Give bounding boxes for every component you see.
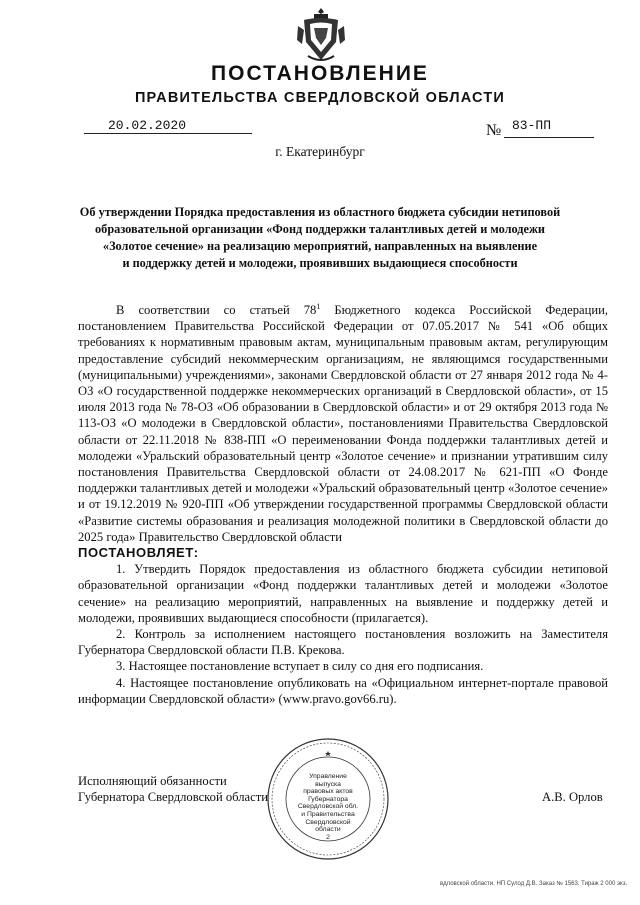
stamp-line: Управление — [309, 773, 347, 780]
stamp-text — [290, 773, 366, 841]
document-number: 83-ПП — [512, 118, 552, 133]
date-underline — [84, 133, 252, 134]
print-footer: вдловской области. НП Сулод Д.В. Заказ № 1563. Тираж 2 000 экз. — [440, 881, 628, 887]
decree-item: 1. Утвердить Порядок предоставления из областного бюджета субсидии нетиповой образовательной организации «Фонд поддержки талантливых детей и молодежи «Золотое сечение» на реализацию мероприятий, направленных на выявление и поддержку детей и молодежи, проявивших выдающиеся способности (прилагается). — [78, 562, 608, 625]
number-label: № — [486, 122, 502, 139]
preamble-rest: Бюджетного кодекса Российской Федерации, постановлением Правительства Российской Федерации от 07.05.2017 № 541 «Об общих требованиях к нормативным правовым актам, муниципальным правовым актам, регулирующим предоставление субсидий некоммерческим организациям, не являющимся государственными (муниципальными) учреждениями», законами Свердловской области от 27 января 2012 года № 4-ОЗ «О государственной поддержке некоммерческих организаций в Свердловской области», от 15 июля 2013 года № 78-ОЗ «Об образовании в Свердловской области» и от 29 октября 2013 года № 113-ОЗ «О молодежи в Свердловской области», постановлениями Правительства Свердловской области от 22.11.2018 № 838-ПП «О переименовании Фонда поддержки талантливых детей и молодежи «Уральский образовательный центр «Золотое сечение» и признании утратившим силу постановления Правительства Свердловской области от 24.08.2017 № 621-ПП «О Фонде поддержки талантливых детей и молодежи «Уральский образовательный центр «Золотое сечение» и от 19.12.2019 № 920-ПП «Об утверждении государственной программы Свердловской области «Развитие системы образования и реализация молодежной политики в Свердловской области до 2025 года» Правительство Свердловской области — [78, 303, 608, 544]
title-line: «Золотое сечение» на реализацию мероприятий, направленных на выявление — [102, 239, 538, 253]
city: г. Екатеринбург — [275, 144, 365, 159]
document-type: ПОСТАНОВЛЕНИЕ — [211, 62, 429, 85]
stamp-line: Свердловской обл. — [297, 803, 359, 811]
title-line: образовательной организации «Фонд поддержки талантливых детей и молодежи — [95, 222, 545, 236]
position-line: Исполняющий обязанности — [78, 774, 227, 788]
decree-item: 3. Настоящее постановление вступает в силу со дня его подписания. — [116, 659, 484, 674]
stamp-line: Свердловской — [305, 818, 351, 826]
stamp-line: Губернатора — [308, 795, 348, 803]
decree-item: 4. Настоящее постановление опубликовать на «Официальном интернет-портале правовой информации Свердловской области» (www.pravo.gov66.ru). — [78, 675, 608, 706]
title-line: и поддержку детей и молодежи, проявивших выдающиеся способности — [122, 256, 518, 270]
number-underline — [504, 137, 594, 138]
signatory-position — [78, 773, 268, 805]
issuing-authority: ПРАВИТЕЛЬСТВА СВЕРДЛОВСКОЙ ОБЛАСТИ — [134, 90, 506, 106]
decree-item: 2. Контроль за исполнением настоящего постановления возложить на Заместителя Губернатора Свердловской области П.В. Крекова. — [78, 627, 608, 658]
document-title — [70, 204, 570, 272]
stamp-line: 2 — [326, 833, 330, 841]
preamble-paragraph — [78, 302, 608, 545]
document-body — [78, 302, 608, 707]
position-line: Губернатора Свердловской области — [78, 790, 268, 804]
signatory-name: А.В. Орлов — [542, 790, 603, 804]
preamble-start: В соответствии со статьей 78 — [116, 303, 317, 317]
title-line: Об утверждении Порядка предоставления из областного бюджета субсидии нетиповой — [79, 205, 561, 219]
article-superscript: 1 — [316, 301, 321, 311]
stamp-line: области — [315, 826, 341, 834]
coat-of-arms-emblem-icon — [296, 6, 346, 64]
stamp-line: и Правительства — [301, 810, 355, 818]
stamp-line: правовых актов — [303, 788, 353, 796]
stamp-line: выпуска — [315, 780, 341, 788]
decree-heading: ПОСТАНОВЛЯЕТ: — [78, 545, 199, 561]
document-date: 20.02.2020 — [108, 118, 187, 133]
